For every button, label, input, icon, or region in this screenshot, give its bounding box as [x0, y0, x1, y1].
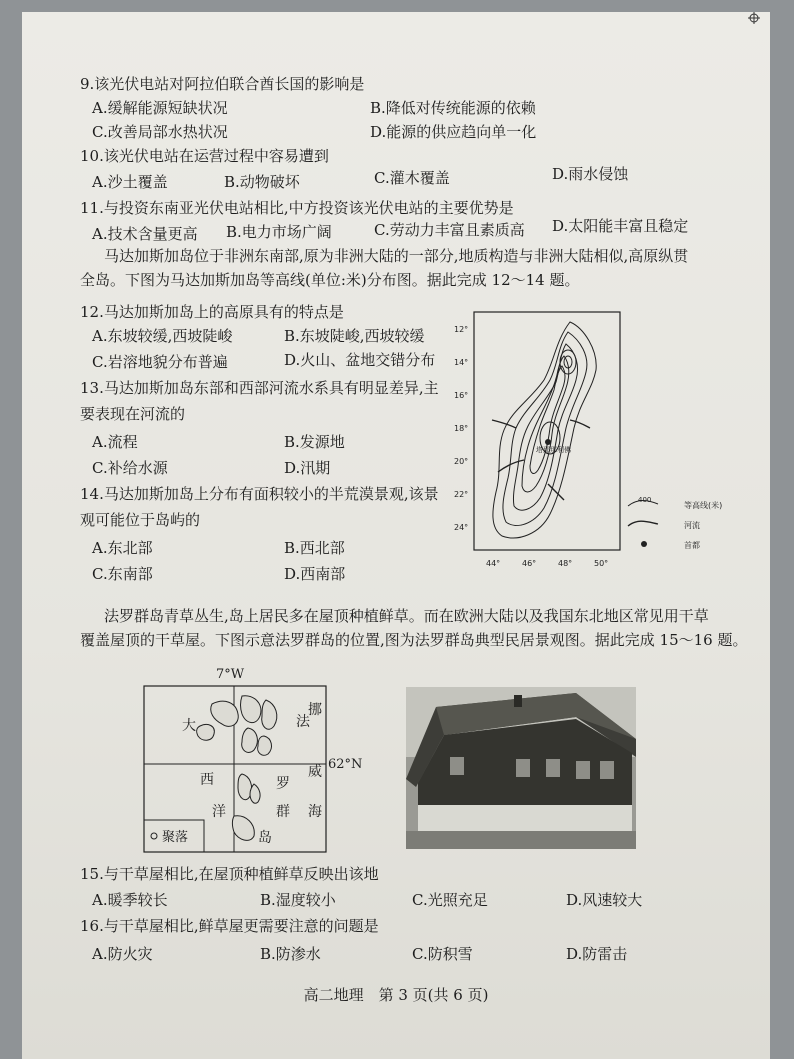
island — [211, 701, 239, 726]
islands-label-char: 岛 — [258, 830, 272, 846]
question-15-option-b: B.湿度较小 — [260, 891, 336, 909]
river — [492, 420, 516, 428]
question-14-option-a: A.东北部 — [92, 539, 153, 557]
passage-madagascar-line-1: 马达加斯加岛位于非洲东南部,原为非洲大陆的一部分,地质构造与非洲大陆相似,高原纵贯 — [104, 247, 689, 265]
island — [197, 724, 215, 740]
passage-madagascar-line-2: 全岛。下图为马达加斯加岛等高线(单位:米)分布图。据此完成 12～14 题。 — [80, 271, 580, 289]
question-16-option-b: B.防渗水 — [260, 945, 321, 963]
exam-page — [22, 12, 770, 1059]
question-14-option-c: C.东南部 — [92, 565, 153, 583]
passage-faroe-line-2: 覆盖屋顶的干草屋。下图示意法罗群岛的位置,图为法罗群岛典型民居景观图。据此完成 15～16 题。 — [80, 631, 748, 649]
lon-label: 48° — [558, 559, 573, 568]
capital-label: 塔那那利佛 — [536, 446, 571, 454]
capital-icon — [545, 439, 551, 445]
question-9-option-c: C.改善局部水热状况 — [92, 123, 228, 141]
question-12-option-c: C.岩溶地貌分布普遍 — [92, 353, 228, 371]
question-11-option-c: C.劳动力丰富且素质高 — [374, 221, 525, 239]
river — [498, 460, 524, 472]
question-16-option-d: D.防雷击 — [566, 945, 628, 963]
question-12-stem: 12.马达加斯加岛上的高原具有的特点是 — [80, 303, 344, 321]
question-12-option-b: B.东坡陡峻,西坡较缓 — [284, 327, 425, 345]
question-14-stem-line-1: 14.马达加斯加岛上分布有面积较小的半荒漠景观,该景 — [80, 485, 439, 503]
question-16-stem: 16.与干草屋相比,鲜草屋更需要注意的问题是 — [80, 917, 379, 935]
question-14-stem-line-2: 观可能位于岛屿的 — [80, 511, 201, 529]
question-16-option-c: C.防积雪 — [412, 945, 473, 963]
question-12-option-d: D.火山、盆地交错分布 — [284, 351, 436, 369]
sea-label-char: 威 — [308, 764, 322, 780]
ocean-label-char: 西 — [200, 772, 214, 788]
lon-label: 50° — [594, 559, 609, 568]
island — [250, 784, 260, 803]
settlement-legend-icon — [151, 833, 157, 839]
question-11-option-b: B.电力市场广阔 — [226, 223, 332, 241]
question-13-stem-line-2: 要表现在河流的 — [80, 405, 186, 423]
madagascar-contour-map — [452, 310, 762, 580]
contour-line — [560, 350, 576, 374]
island — [262, 700, 277, 729]
lat-label: 12° — [454, 325, 469, 334]
islands-label-char: 罗 — [276, 776, 290, 792]
sea-label-char: 海 — [308, 804, 322, 820]
passage-faroe-line-1: 法罗群岛青草丛生,岛上居民多在屋顶种植鲜草。而在欧洲大陆以及我国东北地区常见用干草 — [104, 607, 709, 625]
question-13-option-b: B.发源地 — [284, 433, 345, 451]
lon-label: 46° — [522, 559, 537, 568]
capital-legend-icon — [641, 541, 647, 547]
lat-label: 14° — [454, 358, 469, 367]
question-11-option-a: A.技术含量更高 — [92, 225, 198, 243]
lat-label: 16° — [454, 391, 469, 400]
river — [570, 420, 590, 428]
island — [258, 736, 272, 755]
island — [241, 696, 261, 723]
lat-label: 24° — [454, 523, 469, 532]
ocean-label-char: 大 — [182, 718, 196, 734]
question-11-stem: 11.与投资东南亚光伏电站相比,中方投资该光伏电站的主要优势是 — [80, 199, 514, 217]
lon-label: 44° — [486, 559, 501, 568]
question-15-stem: 15.与干草屋相比,在屋顶种植鲜草反映出该地 — [80, 865, 379, 883]
question-9-option-a: A.缓解能源短缺状况 — [92, 99, 228, 117]
island — [242, 728, 258, 752]
lon-label: 7°W — [216, 667, 245, 682]
settlement-legend-label: 聚落 — [162, 830, 189, 845]
question-15-option-c: C.光照充足 — [412, 891, 488, 909]
ocean-label-char: 洋 — [212, 804, 226, 820]
capital-legend-label: 首都 — [684, 541, 700, 550]
question-9-option-b: B.降低对传统能源的依赖 — [370, 99, 536, 117]
river-legend-label: 河流 — [684, 521, 700, 530]
islands-label-char: 群 — [276, 804, 290, 820]
question-10-option-c: C.灌木覆盖 — [374, 169, 450, 187]
question-12-option-a: A.东坡较缓,西坡陡峻 — [92, 327, 233, 345]
sea-label-char: 挪 — [308, 702, 322, 718]
question-13-stem-line-1: 13.马达加斯加岛东部和西部河流水系具有明显差异,主 — [80, 379, 439, 397]
island — [233, 816, 255, 841]
question-15-option-a: A.暖季较长 — [92, 891, 168, 909]
islands-label-char: 法 — [296, 714, 310, 730]
question-13-option-d: D.汛期 — [284, 459, 331, 477]
contour-legend-value: 400 — [638, 496, 652, 504]
lat-label: 20° — [454, 457, 469, 466]
contour-line — [513, 344, 577, 510]
question-9-option-d: D.能源的供应趋向单一化 — [370, 123, 537, 141]
river — [548, 484, 564, 500]
question-11-option-d: D.太阳能丰富且稳定 — [552, 217, 689, 235]
question-10-stem: 10.该光伏电站在运营过程中容易遭到 — [80, 147, 329, 165]
contour-legend-label: 等高线(米) — [684, 501, 723, 510]
question-10-option-a: A.沙土覆盖 — [92, 173, 168, 191]
question-15-option-d: D.风速较大 — [566, 891, 643, 909]
question-13-option-a: A.流程 — [92, 433, 138, 451]
turf-roof-house-photo — [406, 687, 636, 849]
question-10-option-b: B.动物破坏 — [224, 173, 300, 191]
question-16-option-a: A.防火灾 — [92, 945, 153, 963]
island — [238, 774, 252, 800]
crosshair-icon — [748, 12, 760, 24]
lat-label: 62°N — [328, 757, 363, 772]
page-footer: 高二地理 第 3 页(共 6 页) — [303, 986, 489, 1004]
lat-label: 18° — [454, 424, 469, 433]
question-14-option-b: B.西北部 — [284, 539, 345, 557]
question-9-stem: 9.该光伏电站对阿拉伯联合酋长国的影响是 — [80, 75, 365, 93]
river-legend-icon — [628, 521, 658, 526]
faroe-location-map — [142, 664, 372, 854]
question-14-option-d: D.西南部 — [284, 565, 346, 583]
lat-label: 22° — [454, 490, 469, 499]
coastline — [493, 322, 596, 538]
question-13-option-c: C.补给水源 — [92, 459, 168, 477]
question-10-option-d: D.雨水侵蚀 — [552, 165, 629, 183]
